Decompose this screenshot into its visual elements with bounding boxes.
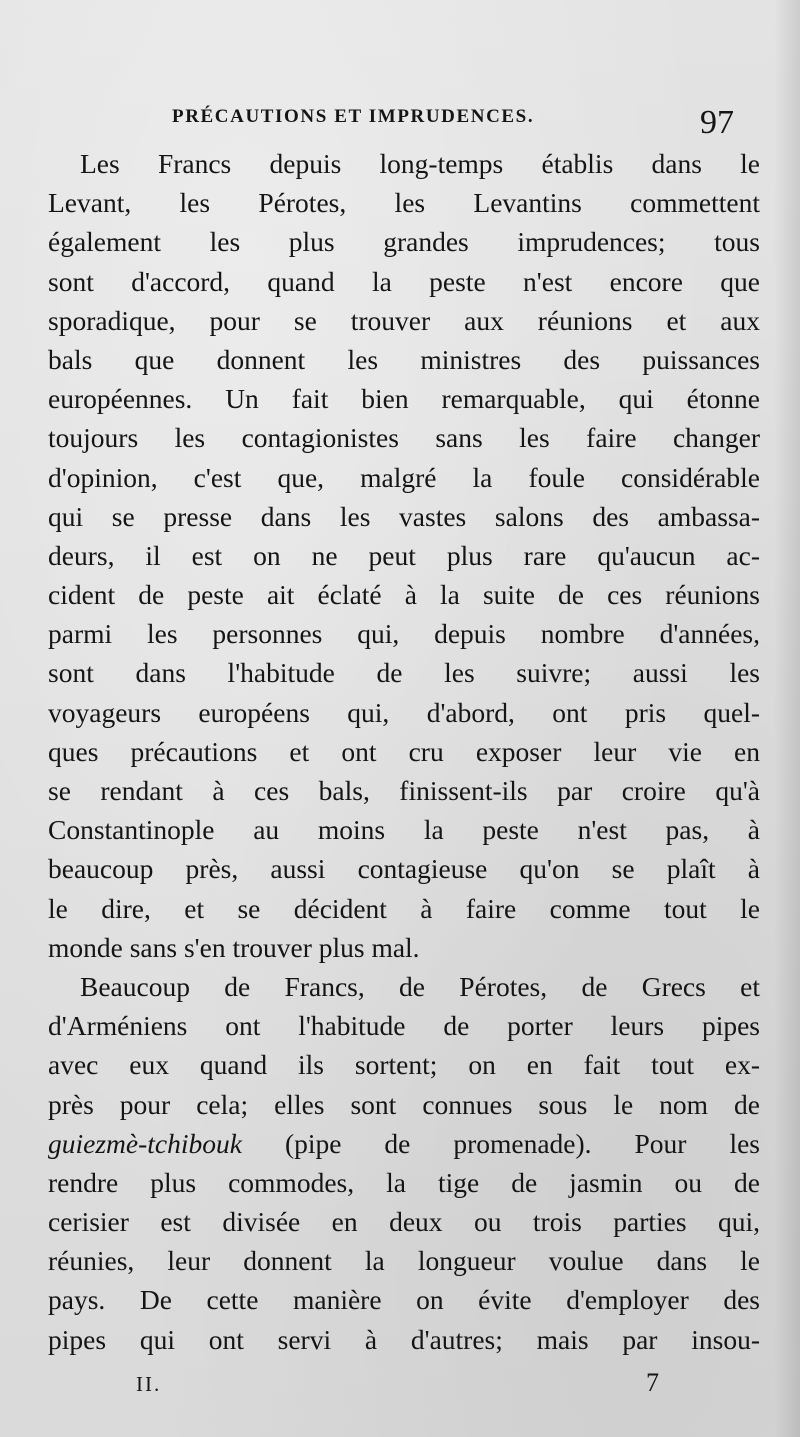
italic-term: guiezmè-tchibouk bbox=[48, 1127, 242, 1159]
running-head: PRÉCAUTIONS ET IMPRUDENCES. bbox=[172, 106, 535, 127]
text-line: d'Arméniens ont l'habitude de porter leurs pipes bbox=[48, 1010, 760, 1042]
text-line: avec eux quand ils sortent; on en fait tout ex- bbox=[48, 1049, 760, 1081]
text-line: près pour cela; elles sont connues sous le nom de bbox=[48, 1088, 760, 1120]
text-line: également les plus grandes imprudences; tous bbox=[48, 226, 760, 258]
page-footer bbox=[0, 1368, 800, 1408]
text-line: rendre plus commodes, la tige de jasmin ou de bbox=[48, 1166, 760, 1198]
text-line-with-italic bbox=[48, 1124, 760, 1163]
text-line: toujours les contagionistes sans les faire changer bbox=[48, 422, 760, 454]
text-line: qui se presse dans les vastes salons des ambassa- bbox=[48, 500, 760, 532]
text-line: Levant, les Pérotes, les Levantins commettent bbox=[48, 187, 760, 219]
text-line: bals que donnent les ministres des puissances bbox=[48, 343, 760, 375]
text-line: cident de peste ait éclaté à la suite de ces réunions bbox=[48, 579, 760, 611]
text-line: parmi les personnes qui, depuis nombre d'années, bbox=[48, 618, 760, 650]
text-line: voyageurs européens qui, d'abord, ont pris quel- bbox=[48, 696, 760, 728]
signature-mark: II. bbox=[136, 1372, 162, 1396]
text-line: deurs, il est on ne peut plus rare qu'aucun ac- bbox=[48, 539, 760, 571]
signature-number: 7 bbox=[646, 1368, 659, 1397]
text-line: monde sans s'en trouver plus mal. bbox=[48, 931, 420, 963]
text-line: beaucoup près, aussi contagieuse qu'on se plaît à bbox=[48, 853, 760, 885]
text-line: sporadique, pour se trouver aux réunions et aux bbox=[48, 304, 760, 336]
page-edge-shadow bbox=[774, 0, 800, 1437]
text-line: ques précautions et ont cru exposer leur vie en bbox=[48, 735, 760, 767]
text-after-italic: (pipe de promenade). Pour les bbox=[241, 1127, 760, 1159]
text-line: pipes qui ont servi à d'autres; mais par insou- bbox=[48, 1323, 760, 1355]
text-line: réunies, leur donnent la longueur voulue dans le bbox=[48, 1245, 760, 1277]
text-line: pays. De cette manière on évite d'employer des bbox=[48, 1284, 760, 1316]
body-text bbox=[48, 144, 760, 1359]
text-line: d'opinion, c'est que, malgré la foule considérable bbox=[48, 461, 760, 493]
text-line: sont dans l'habitude de les suivre; aussi les bbox=[48, 657, 760, 689]
text-line: Constantinople au moins la peste n'est pas, à bbox=[48, 814, 760, 846]
text-line: le dire, et se décident à faire comme tout le bbox=[48, 892, 760, 924]
text-line: Les Francs depuis long-temps établis dans le bbox=[80, 148, 760, 179]
text-line: européennes. Un fait bien remarquable, qui étonne bbox=[48, 383, 760, 415]
text-line: Beaucoup de Francs, de Pérotes, de Grecs et bbox=[80, 970, 760, 1002]
text-line: sont d'accord, quand la peste n'est encore que bbox=[48, 265, 760, 297]
text-line: se rendant à ces bals, finissent-ils par croire qu'à bbox=[48, 775, 760, 806]
page-header bbox=[0, 104, 800, 144]
page-number: 97 bbox=[700, 104, 734, 141]
text-line: cerisier est divisée en deux ou trois parties qui, bbox=[48, 1206, 760, 1238]
